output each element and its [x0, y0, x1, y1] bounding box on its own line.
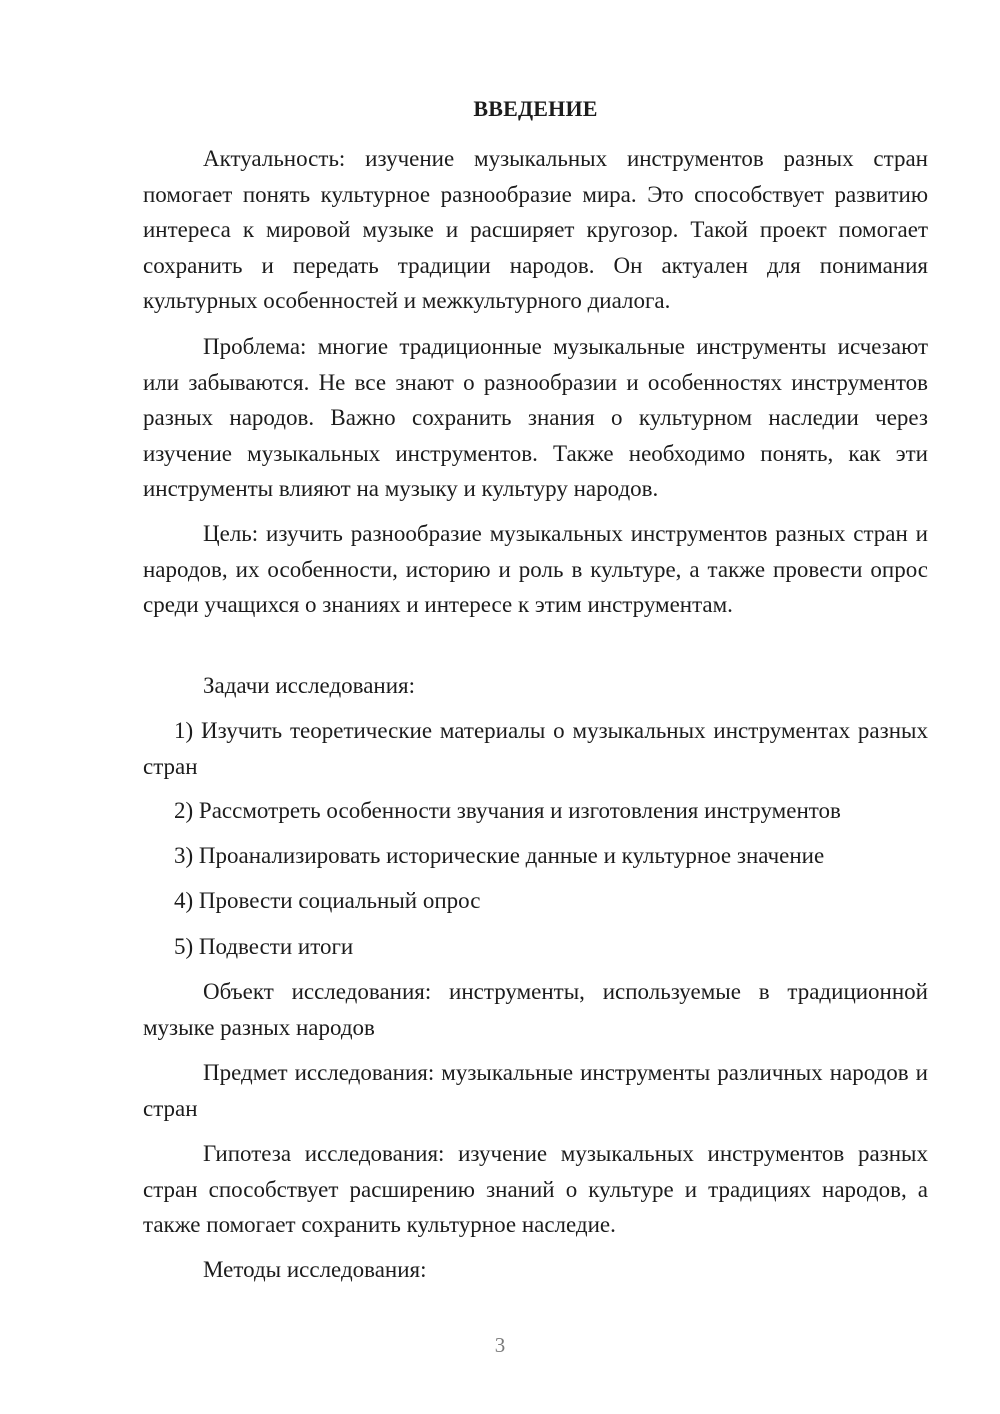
tasks-heading: Задачи исследования: [203, 673, 416, 698]
methods-heading: Методы исследования: [203, 1257, 427, 1282]
task-item-5: 5) Подвести итоги [174, 934, 354, 959]
task-item-1: 1) Изучить теоретические материалы о музыкальных инструментах разных стран [143, 718, 928, 779]
object-paragraph: Объект исследования: инструменты, используемые в традиционной музыке разных народов [143, 979, 928, 1040]
task-item-2: 2) Рассмотреть особенности звучания и изготовления инструментов [174, 798, 841, 823]
relevance-paragraph: Актуальность: изучение музыкальных инструментов разных стран помогает понять культурное разнообразие мира. Это способствует развитию интереса к мировой музыке и расширяет кругозор. Такой проект помогает сохранить и передать традиции народов. Он актуален для понимания культурных особенностей и межкультурного диалога. [143, 146, 928, 313]
task-item-3: 3) Проанализировать исторические данные и культурное значение [174, 843, 825, 868]
subject-paragraph: Предмет исследования: музыкальные инструменты различных народов и стран [143, 1060, 928, 1121]
page-title: ВВЕДЕНИЕ [473, 96, 598, 121]
problem-paragraph: Проблема: многие традиционные музыкальные инструменты исчезают или забываются. Не все знают о разнообразии и особенностях инструментов разных народов. Важно сохранить знания о культурном наследии через изучение музыкальных инструментов. Также необходимо понять, как эти инструменты влияют на музыку и культуру народов. [143, 334, 928, 501]
goal-paragraph: Цель: изучить разнообразие музыкальных инструментов разных стран и народов, их особенности, историю и роль в культуре, а также провести опрос среди учащихся о знаниях и интересе к этим инструментам. [143, 521, 928, 617]
page-number: 3 [494, 1333, 506, 1357]
hypothesis-paragraph: Гипотеза исследования: изучение музыкальных инструментов разных стран способствует расширению знаний о культуре и традициях народов, а также помогает сохранить культурное наследие. [143, 1141, 928, 1237]
task-item-4: 4) Провести социальный опрос [174, 888, 481, 913]
